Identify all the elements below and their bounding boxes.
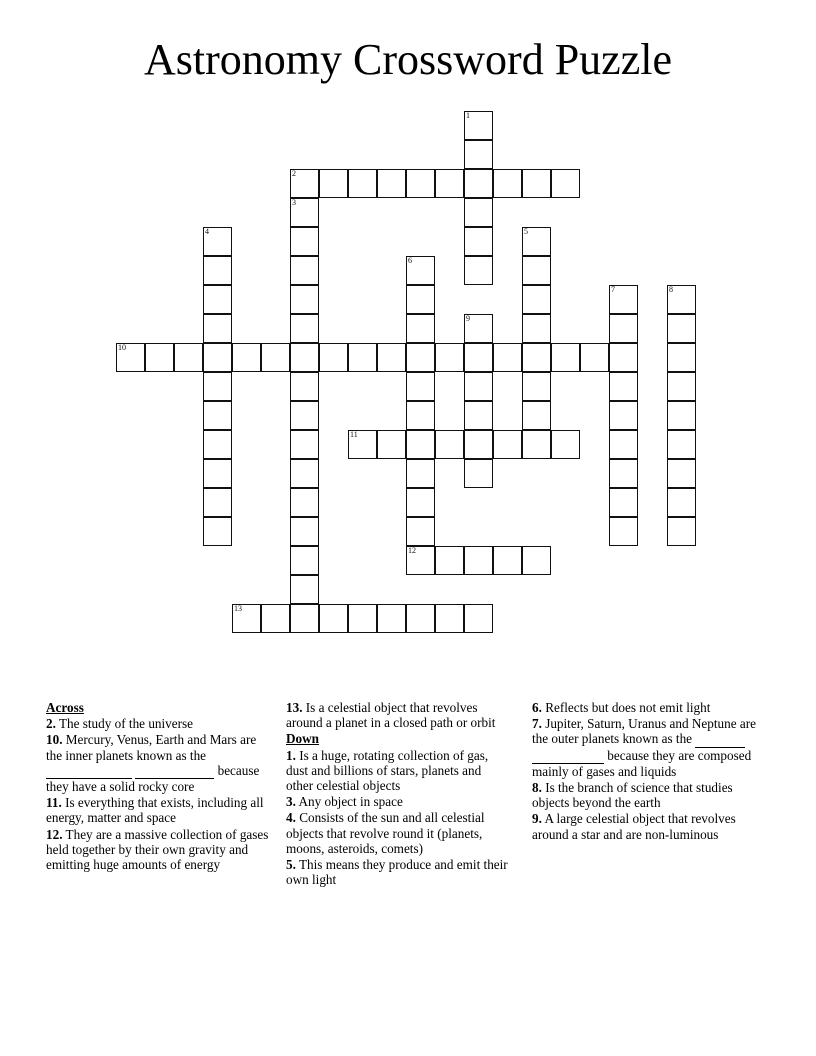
clues-column-2 <box>286 700 510 888</box>
clue-item: 2. The study of the universe <box>46 716 193 732</box>
grid-cell[interactable] <box>493 169 522 198</box>
grid-cell[interactable] <box>406 546 435 575</box>
grid-cell[interactable] <box>290 343 319 372</box>
grid-cell[interactable] <box>203 314 232 343</box>
down-heading: Down <box>286 731 319 747</box>
grid-cell[interactable] <box>348 169 377 198</box>
grid-cell[interactable] <box>203 227 232 256</box>
grid-cell[interactable] <box>348 430 377 459</box>
crossword-grid[interactable] <box>116 111 716 651</box>
grid-cell[interactable] <box>522 169 551 198</box>
grid-cell[interactable] <box>609 430 638 459</box>
grid-cell[interactable] <box>464 227 493 256</box>
grid-cell[interactable] <box>435 604 464 633</box>
grid-cell[interactable] <box>290 169 319 198</box>
grid-cell[interactable] <box>522 372 551 401</box>
grid-cell[interactable] <box>522 285 551 314</box>
cell-number: 12 <box>408 546 416 555</box>
grid-cell[interactable] <box>406 430 435 459</box>
grid-cell[interactable] <box>290 372 319 401</box>
grid-cell[interactable] <box>522 546 551 575</box>
grid-cell[interactable] <box>609 459 638 488</box>
clue-number: 6. <box>532 700 542 715</box>
grid-cell[interactable] <box>667 517 696 546</box>
grid-cell[interactable] <box>377 604 406 633</box>
grid-cell[interactable] <box>493 430 522 459</box>
clue-item: 12. They are a massive collection of gases held together by their own gravity and emitting huge amounts of energy <box>46 826 269 873</box>
grid-cell[interactable] <box>377 430 406 459</box>
clue-item: 10. Mercury, Venus, Earth and Mars are the inner planets known as the because they have a solid rocky core <box>46 732 260 795</box>
grid-cell[interactable] <box>464 372 493 401</box>
clue-blank <box>135 763 214 779</box>
grid-cell[interactable] <box>203 401 232 430</box>
grid-cell[interactable] <box>290 488 319 517</box>
clue-number: 7. <box>532 716 542 732</box>
clue-blank <box>46 763 132 779</box>
grid-cell[interactable] <box>464 111 493 140</box>
grid-cell[interactable] <box>406 488 435 517</box>
grid-cell[interactable] <box>667 488 696 517</box>
grid-cell[interactable] <box>203 430 232 459</box>
grid-cell[interactable] <box>319 169 348 198</box>
grid-cell[interactable] <box>464 198 493 227</box>
grid-cell[interactable] <box>232 343 261 372</box>
clues-column-3 <box>532 700 756 843</box>
grid-cell[interactable] <box>609 343 638 372</box>
cell-number: 1 <box>466 111 470 120</box>
grid-cell[interactable] <box>116 343 145 372</box>
cell-number: 8 <box>669 285 673 294</box>
clue-number: 10. <box>46 732 63 748</box>
grid-cell[interactable] <box>609 401 638 430</box>
grid-cell[interactable] <box>290 604 319 633</box>
clue-blank <box>532 748 604 764</box>
grid-cell[interactable] <box>522 343 551 372</box>
clues-section <box>46 700 772 960</box>
grid-cell[interactable] <box>609 285 638 314</box>
grid-cell[interactable] <box>377 169 406 198</box>
grid-cell[interactable] <box>406 314 435 343</box>
grid-cell[interactable] <box>319 343 348 372</box>
grid-cell[interactable] <box>290 575 319 604</box>
clue-item: 6. Reflects but does not emit light <box>532 700 711 715</box>
grid-cell[interactable] <box>290 314 319 343</box>
grid-cell[interactable] <box>203 488 232 517</box>
grid-cell[interactable] <box>464 459 493 488</box>
grid-cell[interactable] <box>319 604 348 633</box>
grid-cell[interactable] <box>551 169 580 198</box>
grid-cell[interactable] <box>290 198 319 227</box>
grid-cell[interactable] <box>406 604 435 633</box>
cell-number: 2 <box>292 169 296 178</box>
clue-number: 4. <box>286 810 296 826</box>
grid-cell[interactable] <box>290 227 319 256</box>
grid-cell[interactable] <box>464 169 493 198</box>
grid-cell[interactable] <box>464 401 493 430</box>
grid-cell[interactable] <box>290 401 319 430</box>
clue-number: 2. <box>46 716 56 732</box>
clue-item: 1. Is a huge, rotating collection of gas, dust and billions of stars, planets and other celestial objects <box>286 747 489 794</box>
clue-item: 3. Any object in space <box>286 794 403 810</box>
clue-number: 5. <box>286 857 296 873</box>
grid-cell[interactable] <box>290 517 319 546</box>
grid-cell[interactable] <box>377 343 406 372</box>
grid-cell[interactable] <box>580 343 609 372</box>
grid-cell[interactable] <box>522 314 551 343</box>
grid-cell[interactable] <box>493 546 522 575</box>
grid-cell[interactable] <box>145 343 174 372</box>
page-title: Astronomy Crossword Puzzle <box>144 35 672 84</box>
across-heading: Across <box>46 700 84 715</box>
grid-cell[interactable] <box>406 169 435 198</box>
grid-cell[interactable] <box>667 459 696 488</box>
grid-cell[interactable] <box>493 343 522 372</box>
clue-number: 8. <box>532 780 542 796</box>
grid-cell[interactable] <box>406 459 435 488</box>
cell-number: 7 <box>611 285 615 294</box>
grid-cell[interactable] <box>203 517 232 546</box>
grid-cell[interactable] <box>406 285 435 314</box>
clue-number: 1. <box>286 747 296 763</box>
grid-cell[interactable] <box>203 372 232 401</box>
grid-cell[interactable] <box>667 285 696 314</box>
grid-cell[interactable] <box>464 430 493 459</box>
clue-item: 11. Is everything that exists, including all energy, matter and space <box>46 795 264 826</box>
grid-cell[interactable] <box>203 285 232 314</box>
cell-number: 10 <box>118 343 126 352</box>
grid-cell[interactable] <box>435 430 464 459</box>
grid-cell[interactable] <box>551 430 580 459</box>
grid-cell[interactable] <box>667 430 696 459</box>
grid-cell[interactable] <box>203 256 232 285</box>
grid-cell[interactable] <box>290 430 319 459</box>
grid-cell[interactable] <box>464 343 493 372</box>
grid-cell[interactable] <box>522 401 551 430</box>
grid-cell[interactable] <box>406 517 435 546</box>
clue-number: 12. <box>46 826 63 842</box>
grid-cell[interactable] <box>406 372 435 401</box>
grid-cell[interactable] <box>261 604 290 633</box>
clue-blank <box>695 731 745 747</box>
grid-cell[interactable] <box>348 604 377 633</box>
grid-cell[interactable] <box>406 343 435 372</box>
grid-cell[interactable] <box>464 604 493 633</box>
clue-number: 13. <box>286 700 303 715</box>
grid-cell[interactable] <box>464 546 493 575</box>
grid-cell[interactable] <box>522 227 551 256</box>
grid-cell[interactable] <box>203 459 232 488</box>
clue-number: 9. <box>532 811 542 827</box>
grid-cell[interactable] <box>261 343 290 372</box>
grid-cell[interactable] <box>464 140 493 169</box>
grid-cell[interactable] <box>609 372 638 401</box>
grid-cell[interactable] <box>667 314 696 343</box>
clue-item: 7. Jupiter, Saturn, Uranus and Neptune are the outer planets known as the because they are composed mainly of gases and liquids <box>532 716 756 779</box>
grid-cell[interactable] <box>551 343 580 372</box>
grid-cell[interactable] <box>464 314 493 343</box>
grid-cell[interactable] <box>290 459 319 488</box>
grid-cell[interactable] <box>667 401 696 430</box>
grid-cell[interactable] <box>522 256 551 285</box>
grid-cell[interactable] <box>609 488 638 517</box>
clue-number: 3. <box>286 794 296 810</box>
grid-cell[interactable] <box>609 314 638 343</box>
cell-number: 6 <box>408 256 412 265</box>
grid-cell[interactable] <box>435 546 464 575</box>
grid-cell[interactable] <box>174 343 203 372</box>
clue-number: 11. <box>46 795 62 811</box>
cell-number: 11 <box>350 430 358 439</box>
grid-cell[interactable] <box>290 285 319 314</box>
grid-cell[interactable] <box>435 169 464 198</box>
grid-cell[interactable] <box>348 343 377 372</box>
grid-cell[interactable] <box>290 256 319 285</box>
clue-item: 9. A large celestial object that revolves around a star and are non-luminous <box>532 811 736 842</box>
cell-number: 9 <box>466 314 470 323</box>
grid-cell[interactable] <box>232 604 261 633</box>
clue-item: 4. Consists of the sun and all celestial objects that revolve round it (planets, moons, asteroids, comets) <box>286 810 485 856</box>
grid-cell[interactable] <box>290 546 319 575</box>
grid-cell[interactable] <box>609 517 638 546</box>
cell-number: 4 <box>205 227 209 236</box>
cell-number: 13 <box>234 604 242 613</box>
grid-cell[interactable] <box>406 401 435 430</box>
clue-item: 5. This means they produce and emit their own light <box>286 857 508 888</box>
grid-cell[interactable] <box>435 343 464 372</box>
cell-number: 3 <box>292 198 296 207</box>
grid-cell[interactable] <box>464 256 493 285</box>
grid-cell[interactable] <box>406 256 435 285</box>
cell-number: 5 <box>524 227 528 236</box>
clues-column-1 <box>46 700 270 873</box>
grid-cell[interactable] <box>203 343 232 372</box>
grid-cell[interactable] <box>667 372 696 401</box>
clue-item: 13. Is a celestial object that revolves around a planet in a closed path or orbit <box>286 700 496 731</box>
grid-cell[interactable] <box>667 343 696 372</box>
grid-cell[interactable] <box>522 430 551 459</box>
clue-item: 8. Is the branch of science that studies objects beyond the earth <box>532 780 733 811</box>
